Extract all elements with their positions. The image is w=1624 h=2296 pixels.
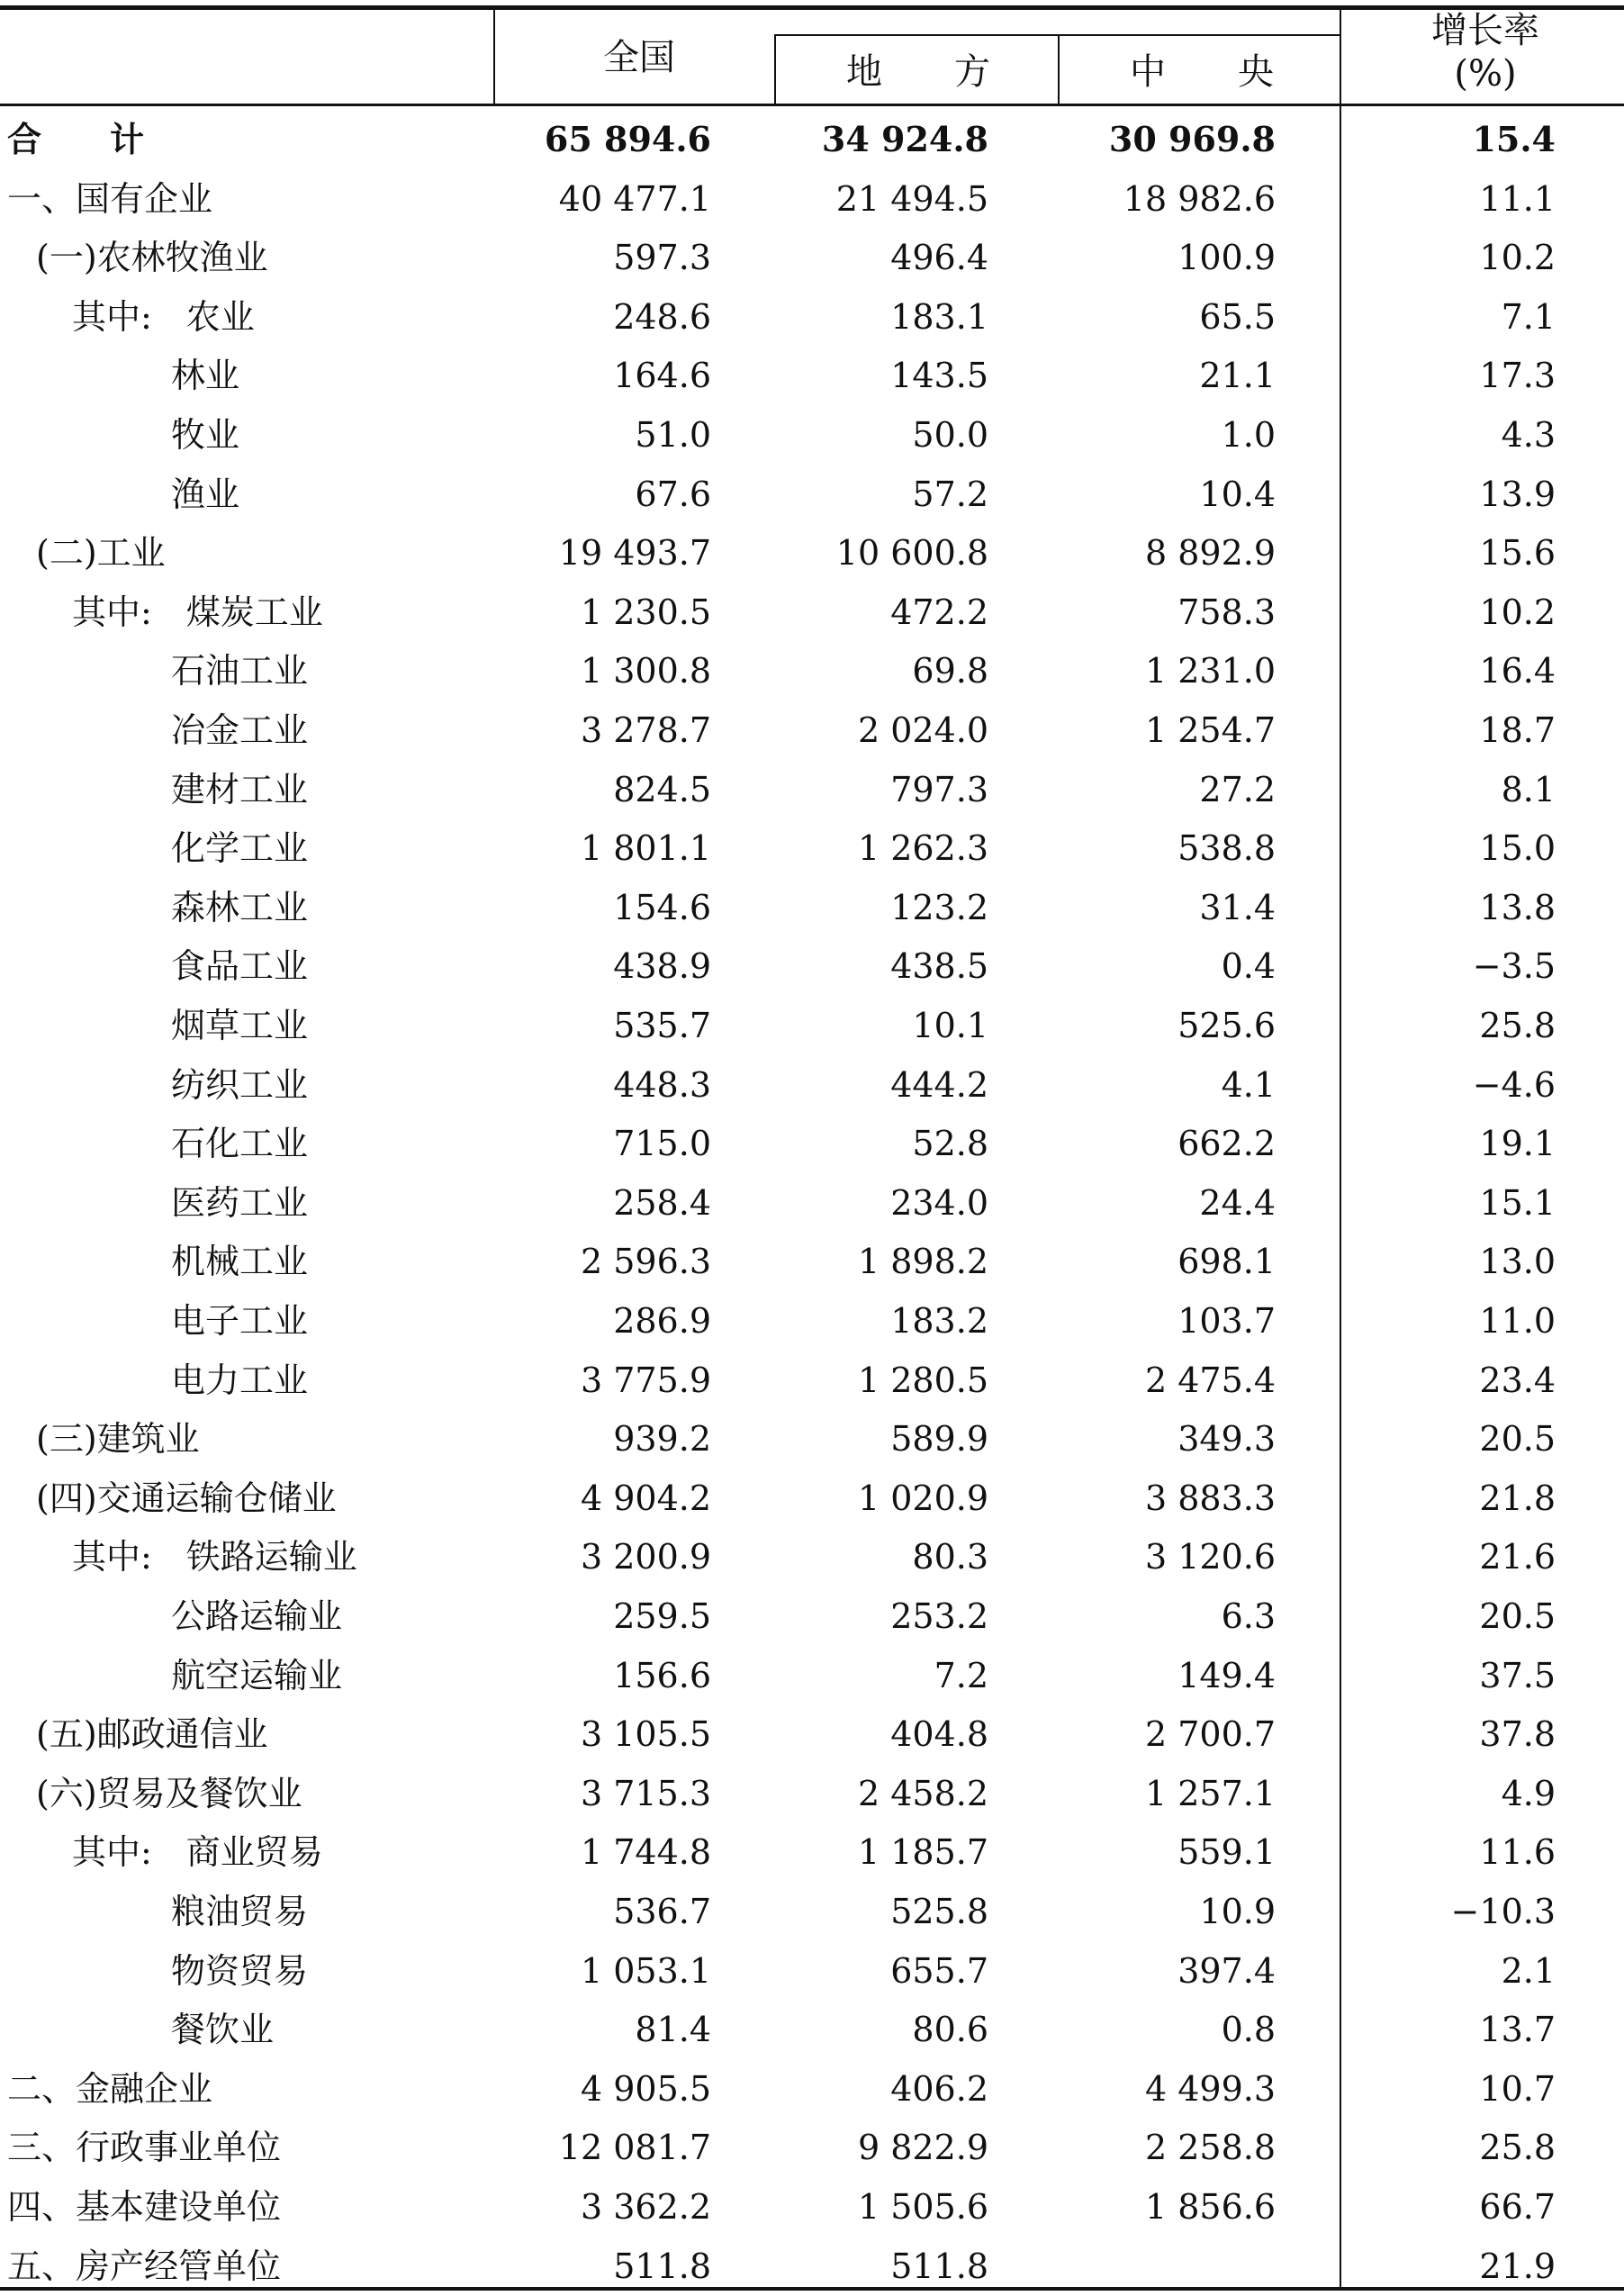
central-value: 65.5 [1199,296,1276,337]
local-value: 183.2 [890,1301,988,1341]
national-value: 597.3 [613,238,711,278]
header-national: 全国 [603,37,675,78]
table-row [0,1469,1624,1528]
local-value: 496.4 [890,238,988,278]
header-local: 地 方 [846,51,990,93]
national-value: 2 596.3 [580,1242,711,1282]
row-label: 石油工业 [171,651,309,692]
local-value: 7.2 [934,1655,988,1695]
table-row [0,701,1624,760]
local-value: 9 822.9 [857,2128,988,2168]
growth-rate-value: 10.2 [1479,592,1556,632]
national-value: 51.0 [635,415,711,455]
national-value: 1 300.8 [580,651,711,692]
national-value: 4 905.5 [580,2068,711,2109]
table-row [0,346,1624,405]
row-label: 一、国有企业 [7,178,213,219]
central-value: 1 856.6 [1144,2187,1276,2227]
row-label: 餐饮业 [171,2010,275,2050]
row-label: 渔业 [171,474,240,514]
table-row [0,1351,1624,1410]
growth-rate-value: 15.4 [1472,119,1556,159]
table-row [0,996,1624,1055]
national-value: 3 105.5 [580,1714,711,1755]
row-label: 三、行政事业单位 [7,2128,282,2168]
growth-rate-value: 15.1 [1479,1182,1556,1223]
national-value: 67.6 [635,474,711,514]
growth-rate-value: 20.5 [1479,1596,1556,1636]
header-divider-1 [493,9,495,104]
local-value: 69.8 [912,651,988,692]
row-label: 其中: 商业贸易 [72,1832,323,1873]
national-value: 3 775.9 [580,1360,711,1400]
national-value: 939.2 [613,1419,711,1460]
central-value: 1 254.7 [1144,710,1276,750]
national-value: 248.6 [613,296,711,337]
local-value: 525.8 [890,1892,988,1931]
national-value: 40 477.1 [558,178,711,219]
local-value: 80.6 [912,2010,988,2050]
growth-rate-value: 37.8 [1479,1714,1556,1755]
national-value: 438.9 [613,946,711,987]
header-growth-rate: 增长率 [1431,10,1539,51]
row-label: 烟草工业 [171,1006,309,1045]
growth-rate-value: −10.3 [1450,1892,1556,1931]
national-value: 3 715.3 [580,1773,711,1813]
row-label: 牧业 [171,415,240,455]
central-value: 1 257.1 [1144,1773,1276,1813]
national-value: 12 081.7 [558,2128,711,2168]
national-value: 1 230.5 [580,592,711,632]
growth-rate-value: 17.3 [1479,356,1556,396]
central-value: 0.8 [1221,2010,1276,2050]
national-value: 511.8 [613,2246,711,2286]
table-row [0,1291,1624,1351]
table-row [0,641,1624,701]
central-value: 4 499.3 [1144,2068,1276,2109]
local-value: 404.8 [890,1714,988,1755]
central-value: 8 892.9 [1144,533,1276,574]
row-label: (一)农林牧渔业 [36,238,268,278]
national-value: 286.9 [613,1301,711,1341]
growth-rate-value: 4.3 [1501,415,1556,455]
central-value: 31.4 [1199,887,1276,927]
table-row [0,936,1624,996]
growth-rate-value: 10.7 [1479,2068,1556,2109]
row-label: 纺织工业 [171,1064,309,1105]
row-label: 二、金融企业 [7,2068,213,2109]
national-value: 156.6 [613,1655,711,1695]
row-label: 石化工业 [171,1124,309,1164]
central-value: 27.2 [1199,769,1276,809]
growth-rate-value: 2.1 [1501,1950,1556,1991]
row-label: (四)交通运输仓储业 [36,1478,337,1518]
central-value: 4.1 [1221,1064,1276,1105]
growth-rate-value: 10.2 [1479,238,1556,278]
table-row [0,110,1624,169]
national-value: 4 904.2 [580,1478,711,1518]
growth-rate-value: 8.1 [1501,769,1556,809]
header-bottom-rule [0,104,1624,106]
central-value: 2 475.4 [1144,1360,1276,1400]
table-row [0,228,1624,287]
central-value: 1 231.0 [1144,651,1276,692]
growth-rate-value: 18.7 [1479,710,1556,750]
growth-rate-value: 11.1 [1479,178,1556,219]
central-value: 525.6 [1177,1006,1276,1045]
growth-rate-value: 15.6 [1479,533,1556,574]
table-row [0,405,1624,465]
central-value: 559.1 [1177,1832,1276,1873]
table-row [0,1527,1624,1586]
central-value: 30 969.8 [1108,119,1276,159]
table-row [0,2000,1624,2059]
header-divider-2 [774,34,776,104]
central-value: 2 700.7 [1144,1714,1276,1755]
local-value: 2 024.0 [857,710,988,750]
row-label: 化学工业 [171,828,309,869]
header-divider-3 [1058,34,1060,104]
growth-rate-value: 16.4 [1479,651,1556,692]
table-top-rule [0,5,1624,10]
local-value: 21 494.5 [835,178,988,219]
local-value: 444.2 [890,1064,988,1105]
central-value: 758.3 [1177,592,1276,632]
table-row [0,878,1624,937]
growth-rate-value: 21.6 [1479,1537,1556,1577]
national-value: 536.7 [613,1892,711,1931]
growth-rate-value: 19.1 [1479,1124,1556,1164]
row-label: 医药工业 [171,1182,309,1223]
growth-rate-value: 20.5 [1479,1419,1556,1460]
growth-rate-value: 66.7 [1479,2187,1556,2227]
table-row [0,1586,1624,1646]
local-value: 655.7 [890,1950,988,1991]
table-row [0,1822,1624,1882]
row-label: 机械工业 [171,1242,309,1282]
national-value: 1 744.8 [580,1832,711,1873]
growth-rate-value: 11.6 [1479,1832,1556,1873]
local-value: 10 600.8 [835,533,988,574]
local-value: 80.3 [912,1537,988,1577]
table-row [0,1764,1624,1823]
table-row [0,1055,1624,1115]
central-value: 397.4 [1177,1950,1276,1991]
central-value: 698.1 [1177,1242,1276,1282]
local-value: 1 898.2 [857,1242,988,1282]
row-label: 林业 [171,356,240,396]
central-value: 662.2 [1177,1124,1276,1164]
national-value: 3 200.9 [580,1537,711,1577]
growth-rate-value: 25.8 [1479,1006,1556,1045]
row-label: 森林工业 [171,887,309,927]
table-row [0,818,1624,878]
local-value: 438.5 [890,946,988,987]
row-label: 冶金工业 [171,710,309,750]
row-label: 四、基本建设单位 [7,2187,282,2227]
table-row [0,465,1624,524]
national-value: 65 894.6 [544,119,711,159]
local-value: 472.2 [890,592,988,632]
national-value: 3 278.7 [580,710,711,750]
local-value: 406.2 [890,2068,988,2109]
national-value: 259.5 [613,1596,711,1636]
row-label: (五)邮政通信业 [36,1714,268,1755]
central-value: 103.7 [1177,1301,1276,1341]
growth-rate-value: 4.9 [1501,1773,1556,1813]
national-value: 19 493.7 [558,533,711,574]
local-value: 183.1 [890,296,988,337]
national-value: 154.6 [613,887,711,927]
local-value: 797.3 [890,769,988,809]
table-row [0,1882,1624,1941]
growth-rate-value: 13.7 [1479,2010,1556,2050]
table-row [0,1173,1624,1233]
growth-rate-value: 37.5 [1479,1655,1556,1695]
header-central: 中 央 [1130,51,1274,93]
table-row [0,2177,1624,2237]
growth-rate-value: 13.9 [1479,474,1556,514]
table-row [0,1941,1624,2001]
central-value: 6.3 [1221,1596,1276,1636]
central-value: 100.9 [1177,238,1276,278]
local-value: 253.2 [890,1596,988,1636]
local-value: 34 924.8 [821,119,988,159]
local-value: 2 458.2 [857,1773,988,1813]
central-value: 3 120.6 [1144,1537,1276,1577]
table-row [0,1409,1624,1469]
central-value: 2 258.8 [1144,2128,1276,2168]
local-value: 123.2 [890,887,988,927]
table-row [0,1232,1624,1291]
table-row [0,1646,1624,1705]
table-row [0,1114,1624,1173]
table-row [0,1704,1624,1764]
growth-rate-value: 13.0 [1479,1242,1556,1282]
national-value: 448.3 [613,1064,711,1105]
central-value: 3 883.3 [1144,1478,1276,1518]
local-value: 589.9 [890,1419,988,1460]
row-label: 公路运输业 [171,1596,343,1636]
local-value: 143.5 [890,356,988,396]
row-label: 电子工业 [171,1301,309,1341]
growth-rate-value: 21.9 [1479,2246,1556,2286]
local-value: 1 020.9 [857,1478,988,1518]
central-value: 1.0 [1221,415,1276,455]
row-label: 航空运输业 [171,1655,343,1695]
national-value: 1 053.1 [580,1950,711,1991]
growth-rate-value: 11.0 [1479,1301,1556,1341]
table-row [0,760,1624,819]
growth-rate-value: 23.4 [1479,1360,1556,1400]
central-value: 0.4 [1221,946,1276,987]
local-value: 57.2 [912,474,988,514]
local-value: 1 185.7 [857,1832,988,1873]
row-label: 其中: 铁路运输业 [72,1537,357,1577]
national-value: 164.6 [613,356,711,396]
growth-rate-value: −4.6 [1472,1064,1556,1105]
row-label: 其中: 农业 [72,296,255,337]
local-value: 234.0 [890,1182,988,1223]
central-value: 21.1 [1199,356,1276,396]
table-row [0,583,1624,642]
table-row [0,169,1624,229]
local-value: 1 262.3 [857,828,988,869]
local-value: 511.8 [890,2246,988,2286]
local-value: 1 505.6 [857,2187,988,2227]
central-value: 24.4 [1199,1182,1276,1223]
central-value: 349.3 [1177,1419,1276,1460]
row-label: 食品工业 [171,946,309,987]
growth-rate-value: −3.5 [1472,946,1556,987]
local-value: 50.0 [912,415,988,455]
national-value: 258.4 [613,1182,711,1223]
row-label: 电力工业 [171,1360,309,1400]
central-value: 10.9 [1199,1892,1276,1931]
row-label: (三)建筑业 [36,1419,200,1460]
table-row [0,2059,1624,2119]
row-label: 五、房产经管单位 [7,2246,282,2286]
table-bottom-rule [0,2287,1624,2291]
central-value: 149.4 [1177,1655,1276,1695]
national-value: 81.4 [635,2010,711,2050]
growth-rate-value: 13.8 [1479,887,1556,927]
table-row [0,287,1624,347]
central-value: 10.4 [1199,474,1276,514]
central-value: 538.8 [1177,828,1276,869]
central-value: 18 982.6 [1123,178,1276,219]
row-label: 建材工业 [171,769,309,809]
national-value: 535.7 [613,1006,711,1045]
local-value: 52.8 [912,1124,988,1164]
national-value: 3 362.2 [580,2187,711,2227]
row-label: 粮油贸易 [171,1892,309,1931]
national-value: 1 801.1 [580,828,711,869]
row-label: (二)工业 [36,533,166,574]
table-row [0,523,1624,583]
table-row [0,2118,1624,2177]
growth-rate-value: 25.8 [1479,2128,1556,2168]
national-value: 824.5 [613,769,711,809]
row-label: (六)贸易及餐饮业 [36,1773,302,1813]
row-label: 合 计 [7,119,145,159]
row-label: 物资贸易 [171,1950,309,1991]
local-value: 1 280.5 [857,1360,988,1400]
growth-rate-value: 15.0 [1479,828,1556,869]
row-label: 其中: 煤炭工业 [72,592,323,632]
growth-rate-value: 7.1 [1501,296,1556,337]
growth-rate-value: 21.8 [1479,1478,1556,1518]
header-growth-unit: (%) [1454,53,1517,95]
local-value: 10.1 [912,1006,988,1045]
national-value: 715.0 [613,1124,711,1164]
